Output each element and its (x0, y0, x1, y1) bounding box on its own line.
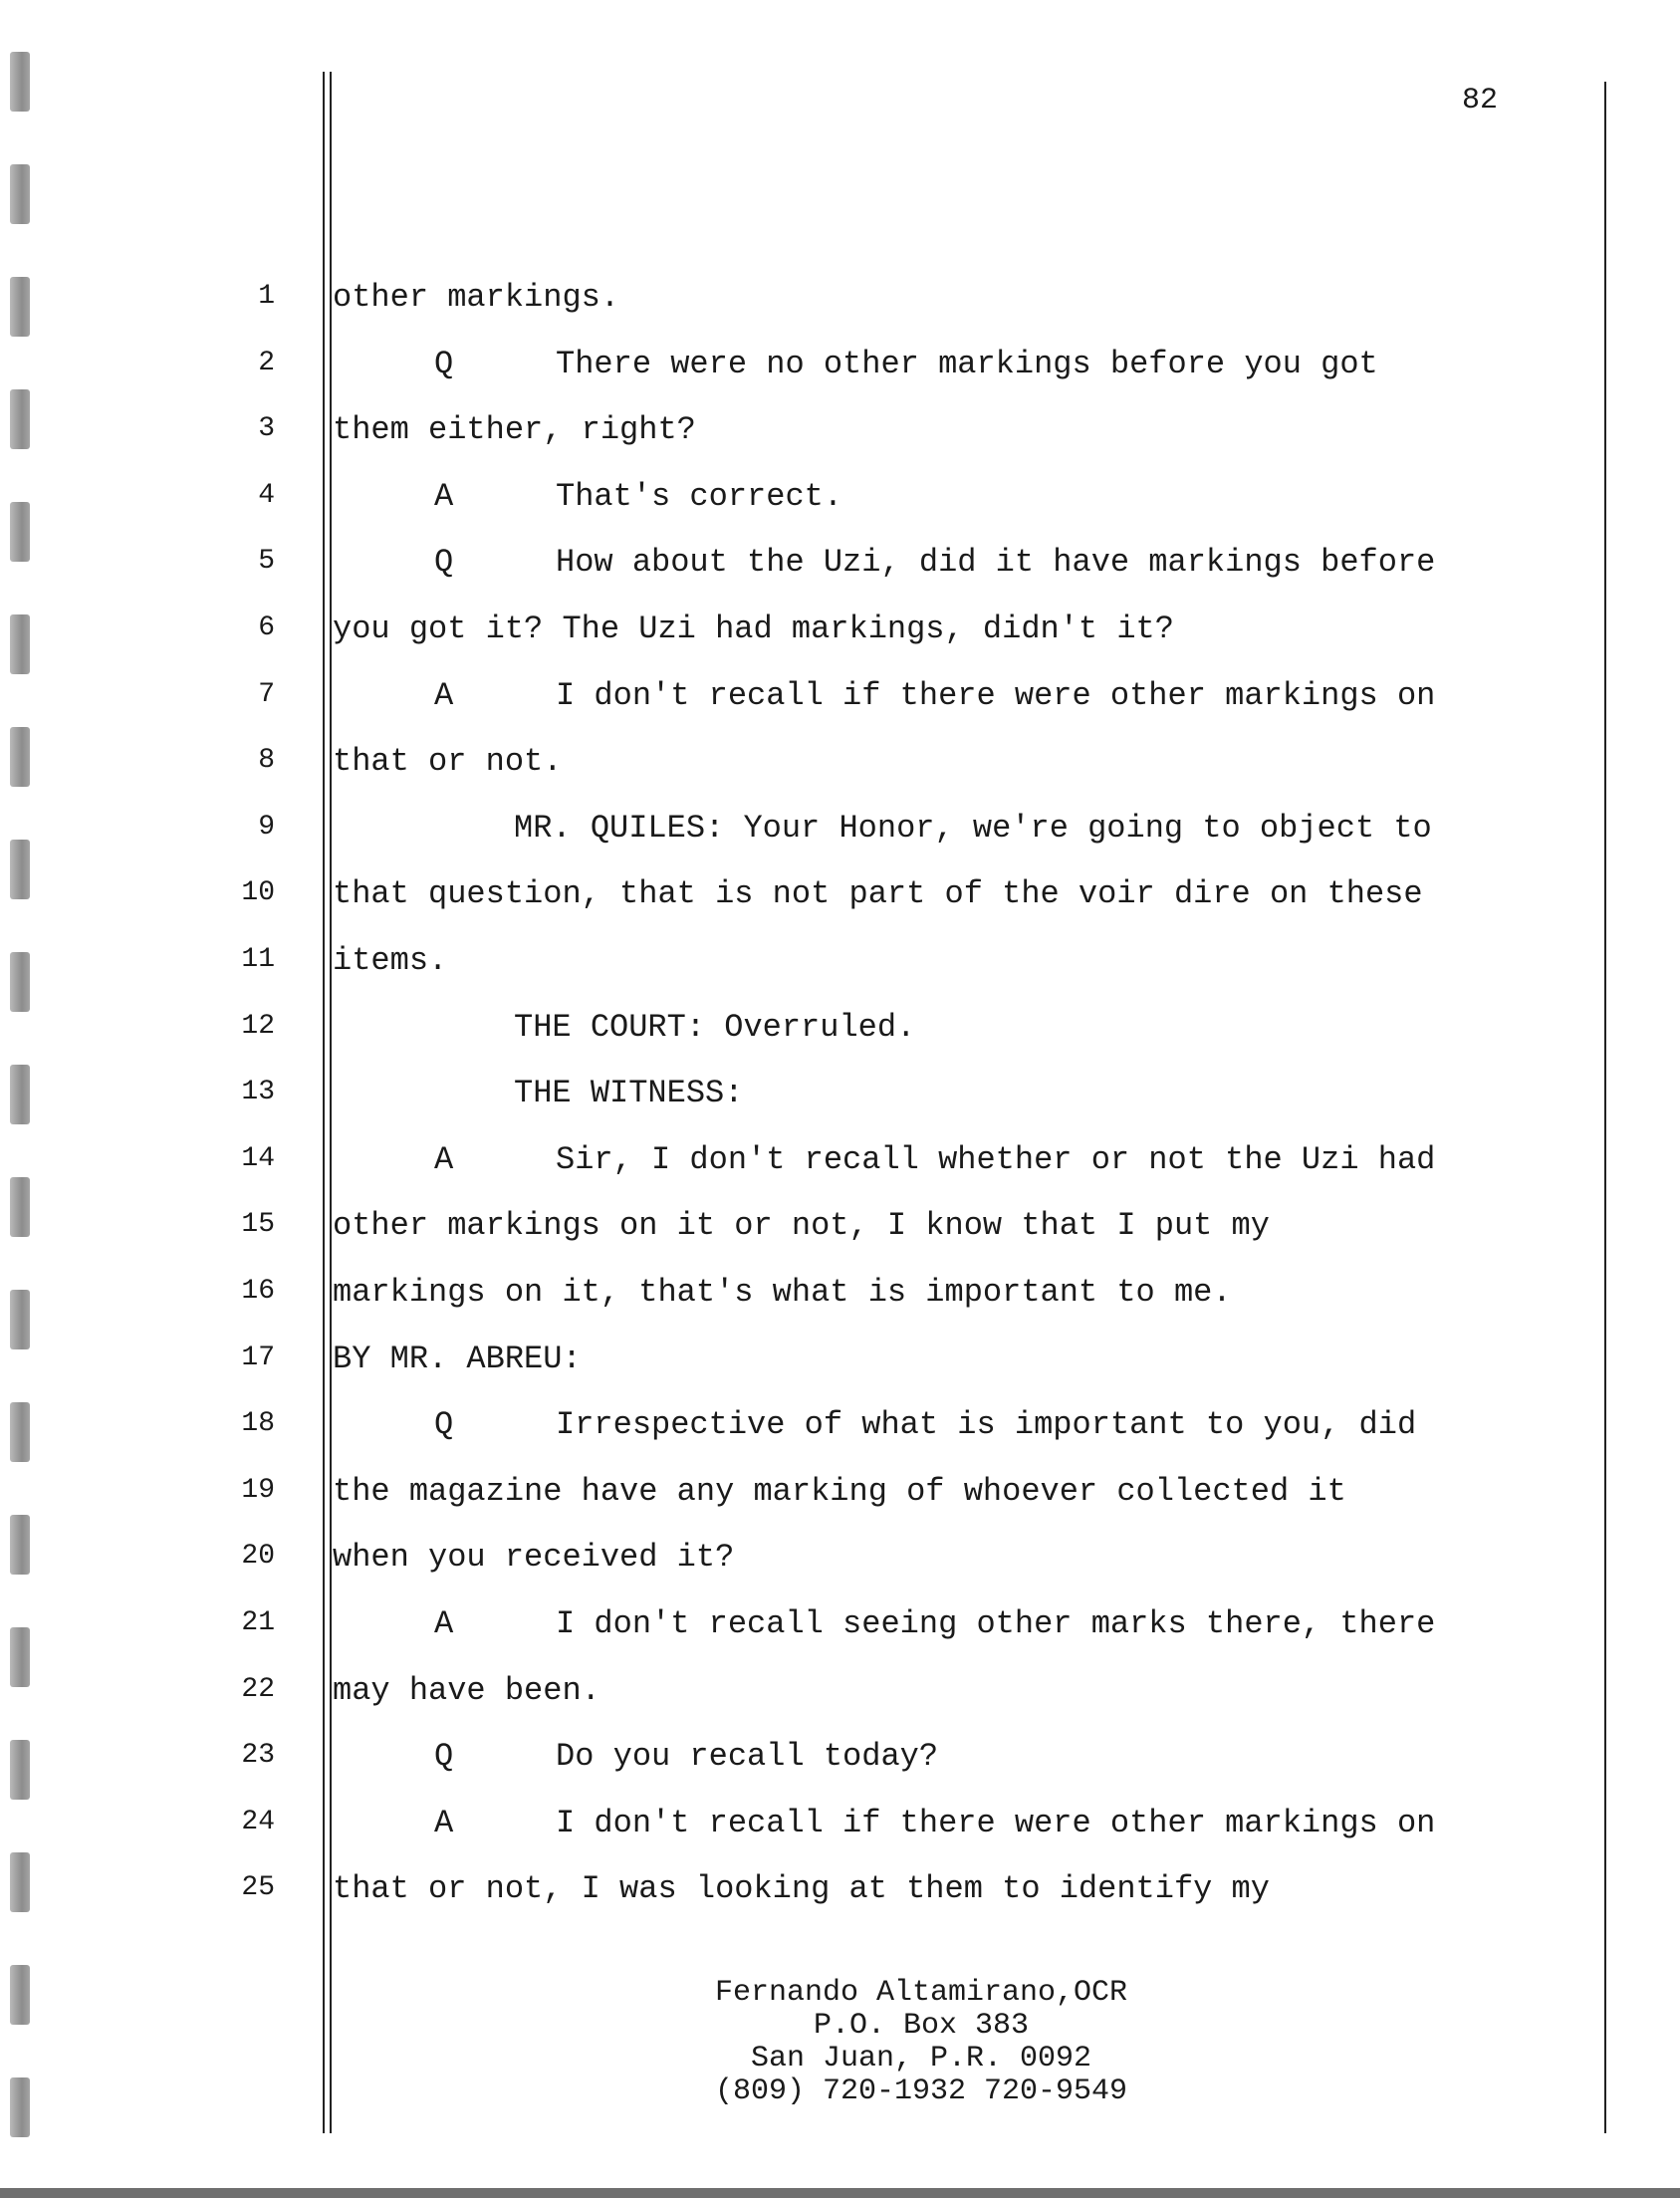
line-text: THE COURT: Overruled. (514, 1009, 916, 1046)
line-number: 7 (258, 679, 275, 710)
speaker-tag: Q (434, 1738, 454, 1775)
reporter-address-box: P.O. Box 383 (813, 2009, 1030, 2043)
transcript-line (333, 1870, 1270, 1907)
transcript-line (434, 1605, 1435, 1642)
line-text: THE WITNESS: (514, 1075, 744, 1111)
transcript-line (434, 1406, 1416, 1443)
left-margin-rule-inner (330, 72, 332, 2133)
transcript-line (434, 1805, 1435, 1841)
line-number: 6 (258, 612, 275, 643)
speaker-tag: Q (434, 544, 454, 581)
speaker-tag: A (434, 478, 454, 515)
punch-hole (10, 952, 30, 1012)
line-text: when you received it? (333, 1539, 735, 1576)
line-number: 8 (258, 745, 275, 776)
line-number: 18 (241, 1408, 275, 1439)
punch-hole (10, 1965, 30, 2025)
line-text: Sir, I don't recall whether or not the Uzi had (556, 1141, 1436, 1178)
line-text: that or not. (333, 743, 563, 780)
punch-hole (10, 1177, 30, 1237)
transcript-line (514, 1075, 743, 1111)
line-number: 11 (241, 944, 275, 975)
line-number: 19 (241, 1475, 275, 1506)
line-number: 3 (258, 413, 275, 444)
line-number: 14 (241, 1143, 275, 1174)
line-text: that or not, I was looking at them to identify my (333, 1870, 1270, 1907)
right-margin-rule (1604, 82, 1606, 2133)
line-text: other markings on it or not, I know that I put my (333, 1207, 1270, 1244)
line-number: 23 (241, 1740, 275, 1771)
transcript-line (333, 1207, 1270, 1244)
transcript-line (333, 875, 1423, 912)
transcript-line (514, 810, 1432, 847)
line-number: 20 (241, 1541, 275, 1572)
speaker-tag: A (434, 677, 454, 714)
line-text: other markings. (333, 279, 620, 316)
line-number: 4 (258, 480, 275, 511)
transcript-line (333, 279, 619, 316)
line-number: 22 (241, 1674, 275, 1705)
page-number: 82 (1461, 84, 1498, 118)
punch-hole (10, 1065, 30, 1124)
line-number: 1 (258, 281, 275, 312)
transcript-line (333, 942, 447, 979)
line-number: 10 (241, 877, 275, 908)
speaker-tag: A (434, 1141, 454, 1178)
line-number: 16 (241, 1276, 275, 1307)
line-text: may have been. (333, 1672, 600, 1709)
speaker-tag: A (434, 1605, 454, 1642)
punch-hole (10, 1627, 30, 1687)
transcript-line (434, 677, 1435, 714)
transcript-line (333, 743, 562, 780)
line-number: 5 (258, 546, 275, 577)
reporter-address-city: San Juan, P.R. 0092 (750, 2042, 1092, 2076)
transcript-line (333, 1672, 600, 1709)
line-text: markings on it, that's what is important to me. (333, 1274, 1232, 1311)
transcript-line (434, 544, 1435, 581)
transcript-line (434, 478, 842, 515)
speaker-tag: Q (434, 346, 454, 382)
punch-hole (10, 52, 30, 112)
punch-hole (10, 727, 30, 787)
line-text: Irrespective of what is important to you, did (556, 1406, 1417, 1443)
speaker-tag: A (434, 1805, 454, 1841)
punch-hole (10, 389, 30, 449)
line-text: items. (333, 942, 448, 979)
punch-hole (10, 1515, 30, 1575)
line-text: that question, that is not part of the voir dire on these (333, 875, 1423, 912)
line-text: BY MR. ABREU: (333, 1341, 582, 1377)
punch-hole (10, 164, 30, 224)
line-text: the magazine have any marking of whoever collected it (333, 1473, 1346, 1510)
line-text: That's correct. (556, 478, 843, 515)
line-number: 12 (241, 1011, 275, 1042)
transcript-line (333, 1341, 582, 1377)
transcript-line (333, 1473, 1346, 1510)
line-text: them either, right? (333, 411, 696, 448)
transcript-line (434, 346, 1378, 382)
punch-hole (10, 840, 30, 899)
line-number: 13 (241, 1077, 275, 1107)
line-text: I don't recall if there were other markings on (556, 1805, 1436, 1841)
punch-hole (10, 2077, 30, 2137)
transcript-line (514, 1009, 915, 1046)
left-margin-rule-outer (323, 72, 325, 2133)
transcript-line (434, 1141, 1435, 1178)
speaker-tag: Q (434, 1406, 454, 1443)
reporter-phones: (809) 720-1932 720-9549 (714, 2075, 1128, 2108)
line-text: How about the Uzi, did it have markings before (556, 544, 1436, 581)
page-bottom-edge (0, 2188, 1680, 2198)
line-number: 25 (241, 1872, 275, 1903)
line-text: you got it? The Uzi had markings, didn't it? (333, 611, 1174, 647)
punch-hole (10, 277, 30, 337)
punch-hole (10, 1290, 30, 1349)
line-text: There were no other markings before you got (556, 346, 1378, 382)
transcript-line (434, 1738, 938, 1775)
transcript-line (333, 411, 696, 448)
punch-hole (10, 614, 30, 674)
punch-hole (10, 1402, 30, 1462)
punch-hole (10, 1852, 30, 1912)
transcript-line (333, 1539, 734, 1576)
line-text: Do you recall today? (556, 1738, 939, 1775)
line-number: 21 (241, 1607, 275, 1638)
reporter-name: Fernando Altamirano,OCR (714, 1976, 1128, 2010)
line-number: 17 (241, 1343, 275, 1373)
line-number: 24 (241, 1807, 275, 1837)
line-text: MR. QUILES: Your Honor, we're going to object to (514, 810, 1432, 847)
punch-hole (10, 502, 30, 562)
punch-hole (10, 1740, 30, 1800)
line-number: 15 (241, 1209, 275, 1240)
transcript-line (333, 1274, 1232, 1311)
line-text: I don't recall seeing other marks there, there (556, 1605, 1436, 1642)
transcript-line (333, 611, 1174, 647)
line-text: I don't recall if there were other markings on (556, 677, 1436, 714)
line-number: 9 (258, 812, 275, 843)
line-number: 2 (258, 348, 275, 378)
